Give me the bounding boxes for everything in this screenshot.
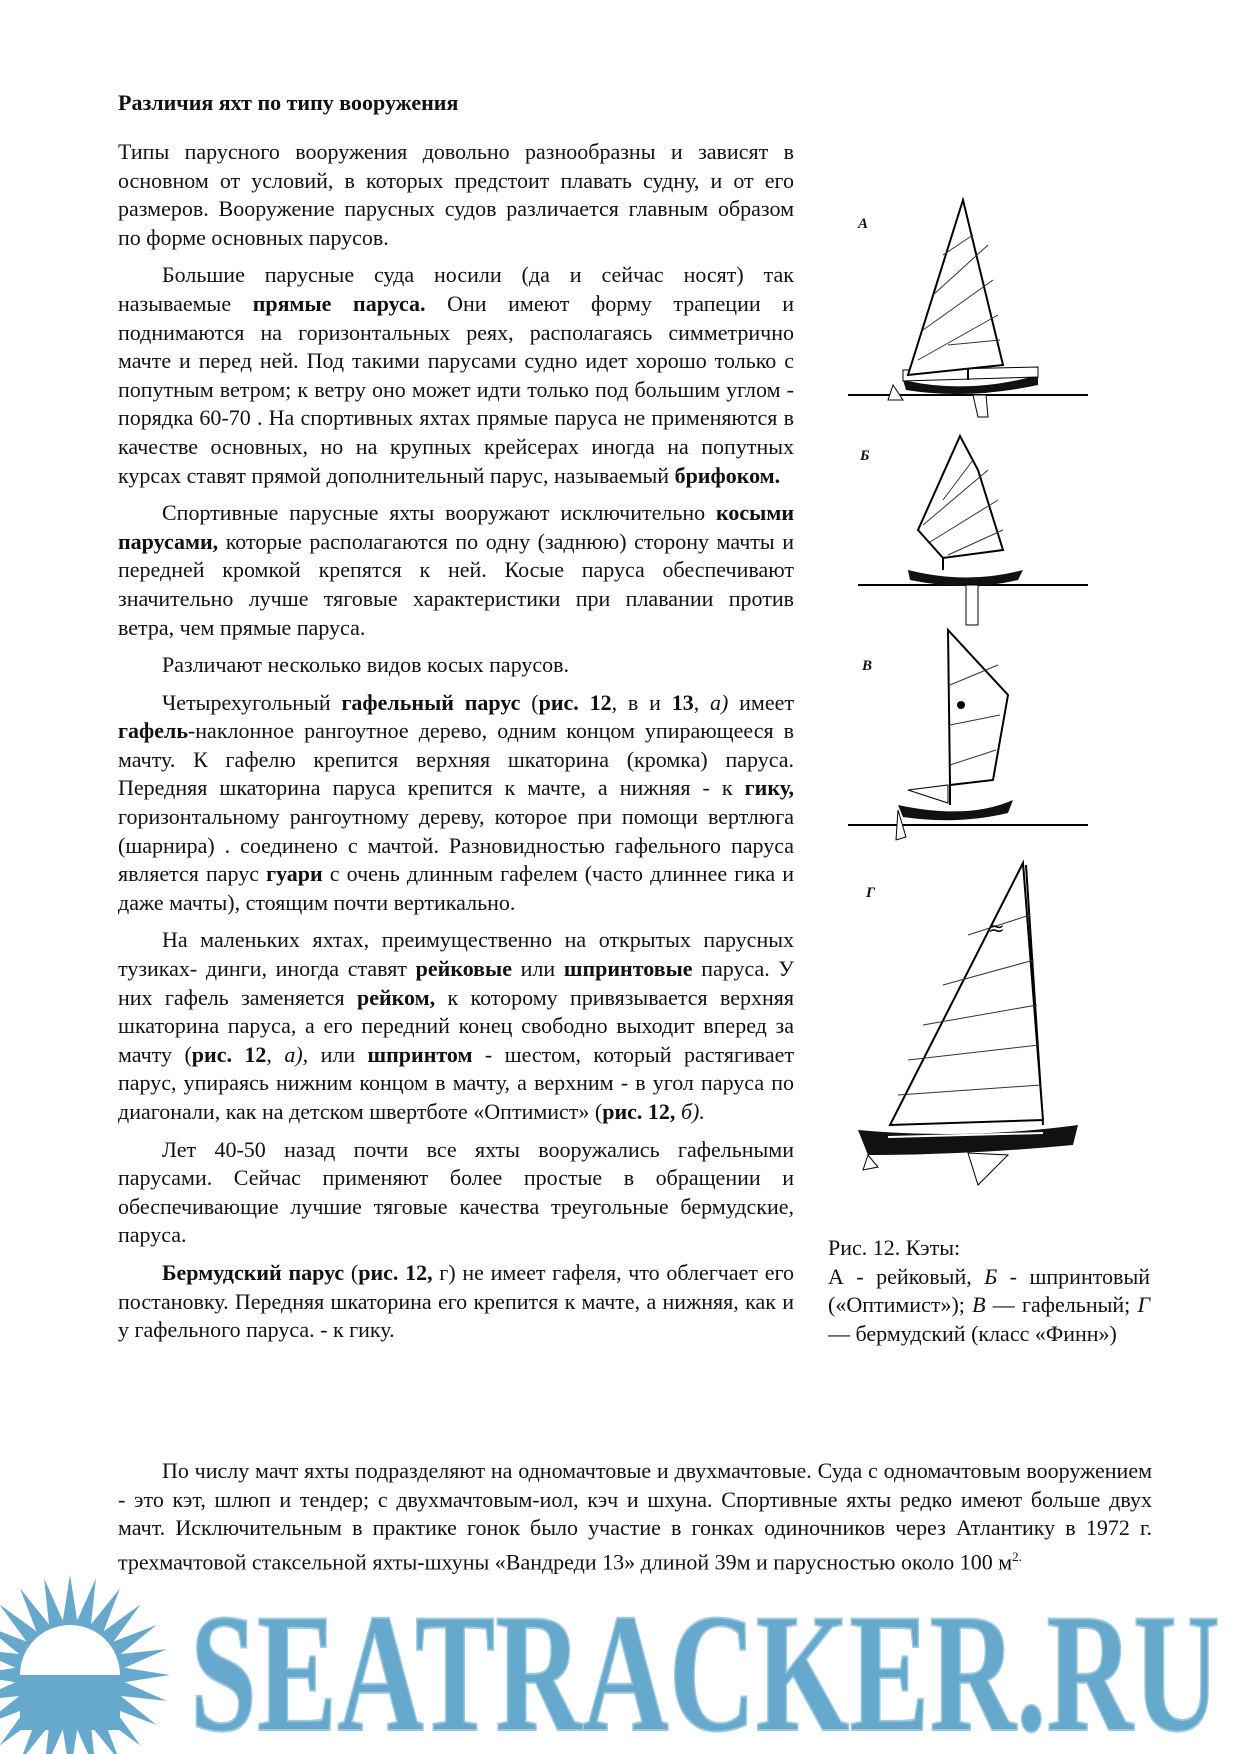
paragraph-1: [118, 138, 794, 252]
text-run: ,: [693, 689, 711, 715]
caption-figure-letter: В: [972, 1292, 986, 1318]
bold-term: шпринтом: [367, 1041, 473, 1067]
text-run: Спортивные парусные яхты вооружают исключительно: [162, 500, 716, 526]
italic-ref: а),: [284, 1041, 309, 1067]
sailboat-figure-c: [848, 625, 1088, 855]
text-run: которые располагаются по одну (заднюю) сторону мачты и передней кромкой крепятся к ней. Косые паруса обеспечивают значительно лучше тяговые характеристики при плавании против ветра, чем прямые паруса.: [118, 528, 794, 640]
text-run: (: [344, 1259, 359, 1285]
final-paragraph: [118, 1457, 1152, 1577]
superscript: 2.: [1012, 1548, 1022, 1564]
caption-run: — бермудский (класс «Финн»): [828, 1320, 1117, 1346]
text-run: Различают несколько видов косых парусов.: [162, 652, 570, 678]
caption-title: Рис. 12. Кэты:: [828, 1235, 961, 1260]
figure-label-b: Б: [860, 448, 870, 464]
text-run: имеет: [728, 689, 794, 715]
bold-term: рис. 12: [191, 1041, 267, 1067]
bold-term: гафель: [118, 718, 188, 744]
bold-term: гафельный парус: [341, 689, 521, 715]
paragraph-5: [118, 689, 794, 918]
bold-term: прямые паруса.: [252, 290, 426, 316]
text-run: Типы парусного вооружения довольно разнообразны и зависят в основном от условий, в которых предстоит плавать судну, и от его размеров. Вооружение парусных судов различается главным образом по форме основных парусов.: [118, 139, 794, 250]
paragraph-7: [118, 1136, 794, 1250]
text-run: паруса. У них гафель заменяется: [118, 956, 795, 1010]
figure-label-d: Г: [866, 885, 876, 901]
sun-logo-icon: [0, 1575, 170, 1754]
text-run: ,: [266, 1041, 285, 1067]
text-run: На маленьких яхтах, преимущественно на открытых парусных тузиках- динги, иногда ставят: [118, 927, 794, 982]
figure-label-c: В: [862, 658, 873, 674]
text-run: -наклонное рангоутное дерево, одним концом упирающееся в мачту. К гафелю крепится верхняя шкаторина (кромка) паруса. Передняя шкаторина паруса крепится к мачте, а нижняя - к: [118, 718, 794, 801]
text-run: горизонтальному рангоутному дереву, которое при помощи вертлюга (шарнира) . соединено с мачтой. Разновидностью гафельного паруса является парус: [118, 804, 794, 887]
bold-term: рейком,: [356, 984, 436, 1010]
bold-term: гуари: [266, 861, 323, 887]
text-run: , в и: [611, 689, 672, 715]
text-run: Большие парусные суда носили (да и сейчас носят) так называемые: [118, 262, 794, 316]
caption-text: [828, 1263, 1150, 1349]
svg-text:≈: ≈: [988, 916, 1005, 940]
caption-run: А - рейковый,: [828, 1263, 985, 1289]
bold-term: косыми парусами,: [118, 500, 794, 554]
watermark-text: SEATRACKER.RU: [190, 1579, 1220, 1754]
sailboat-figure-b: [848, 430, 1088, 630]
bold-term: рейковые: [415, 956, 512, 982]
sailboat-figure-a: [848, 195, 1088, 420]
text-run: Они имеют форму трапеции и поднимаются на горизонтальных реях, располагаясь симметрично мачте и перед ней. Под такими парусами судно идет хорошо только с попутным ветром; к ветру оно может идти только под большим углом - порядка 60-70 . На спортивных яхтах прямые паруса не применяются в качестве основных, но на крупных крейсерах иногда на попутных курсах ставят прямой дополнительный парус, называемый: [118, 290, 794, 488]
bold-term: Бермудский парус: [162, 1259, 345, 1285]
bold-term: рис. 12,: [602, 1099, 676, 1124]
figure-label-a: А: [858, 216, 869, 232]
bold-term: шпринтовые: [563, 956, 693, 982]
bold-term: гику,: [744, 775, 794, 801]
caption-figure-letter: Г: [1137, 1292, 1150, 1318]
bold-term: рис. 12,: [358, 1259, 433, 1285]
text-run: - шестом, который растягивает парус, упираясь нижним концом в мачту, а верхним - в угол паруса по диагонали, как на детском швертботе «Оптимист» (: [118, 1041, 795, 1124]
text-run: г) не имеет гафеля, что облегчает его постановку. Передняя шкаторина его крепится к мачте, а нижняя, как и у гафельного паруса. - к гику.: [118, 1259, 794, 1343]
figure-caption: [828, 1234, 1150, 1348]
text-run: или: [308, 1041, 368, 1067]
bold-term: 13: [671, 689, 694, 715]
paragraph-4: [118, 651, 794, 680]
bold-term: брифоком.: [674, 462, 781, 488]
italic-ref: б).: [680, 1099, 705, 1124]
italic-ref: а): [710, 689, 729, 715]
text-run: с очень длинным гафелем (часто длиннее гика и даже мачты), стоящим почти вертикально.: [118, 861, 794, 915]
paragraph-8: [118, 1259, 794, 1345]
caption-figure-letter: Б: [984, 1263, 998, 1289]
caption-run: — гафельный;: [985, 1292, 1138, 1318]
paragraph-6: [118, 926, 794, 1126]
paragraph-3: [118, 499, 794, 642]
text-run: Лет 40-50 назад почти все яхты вооружались гафельными парусами. Сейчас применяют более простые в обращении и обеспечивающие лучшие тяговые качества треугольные бермудские, паруса.: [118, 1136, 794, 1248]
final-paragraph-text: По числу мачт яхты подразделяют на одномачтовые и двухмачтовые. Суда с одномачтовым вооружением - это кэт, шлюп и тендер; с двухмачтовым-иол, кэч и шхуна. Спортивные яхты редко имеют больше двух мачт. Исключительным в практике гонок было участие в гонках одиночников через Атлантику в 1972 г. трехмачтовой стаксельной яхты-шхуны «Вандреди 13» длиной 39м и парусностью около 100 м: [118, 1458, 1152, 1575]
sailboat-figure-d: [848, 855, 1088, 1190]
seatracker-watermark: [0, 1560, 1239, 1754]
text-run: или: [512, 956, 564, 982]
main-text-column: [118, 138, 794, 1354]
section-title: Различия яхт по типу вооружения: [118, 90, 459, 115]
text-run: Четырехугольный: [162, 689, 342, 715]
bold-term: рис. 12: [538, 689, 612, 715]
text-run: (: [520, 689, 539, 715]
paragraph-2: [118, 261, 794, 490]
text-run: к которому привязывается верхняя шкаторина паруса, а его передний конец свободно выходит вперед за мачту (: [118, 984, 794, 1067]
caption-run: - шпринтовый («Оптимист»);: [828, 1263, 1150, 1318]
